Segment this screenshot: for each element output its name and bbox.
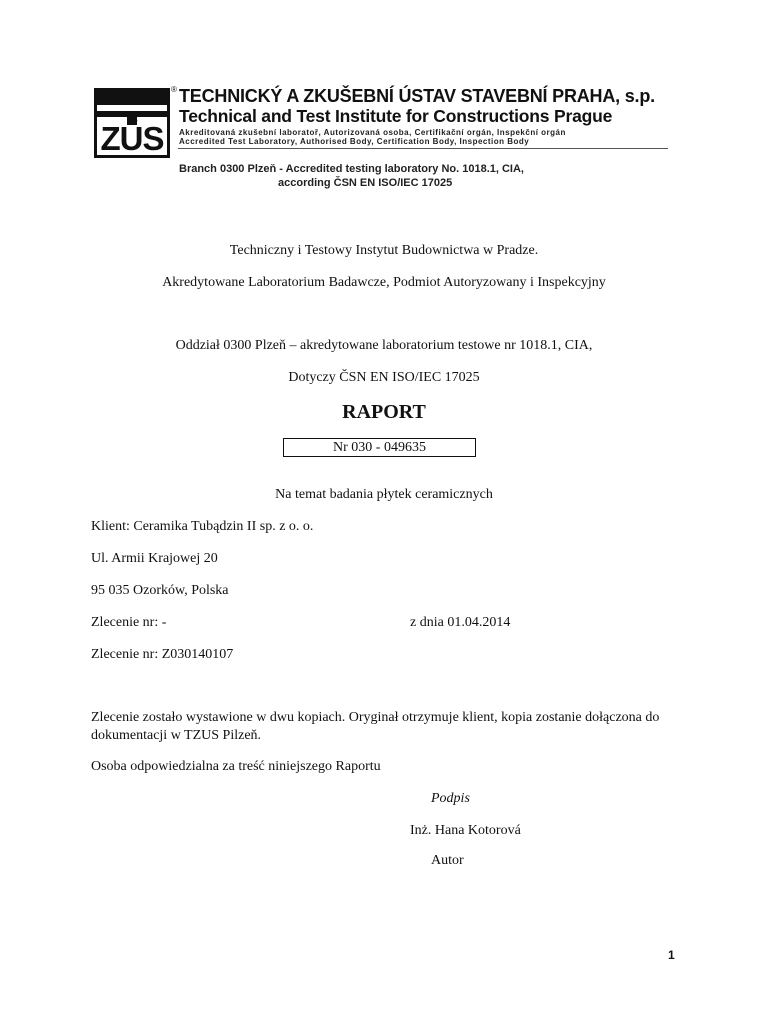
client-name: Klient: Ceramika Tubądzin II sp. z o. o. (91, 519, 314, 534)
registered-mark: ® (171, 85, 177, 94)
branch-line: Branch 0300 Plzeň - Accredited testing laboratory No. 1018.1, CIA, (179, 163, 524, 175)
institute-pl: Techniczny i Testowy Instytut Budownictwa w Pradze. (229, 243, 539, 258)
institute-name-cz: TECHNICKÝ A ZKUŠEBNÍ ÚSTAV STAVEBNÍ PRAHA, s.p. (179, 86, 655, 106)
signer-role: Autor (431, 853, 464, 868)
branch-pl: Oddział 0300 Plzeň – akredytowane laboratorium testowe nr 1018.1, CIA, (175, 338, 593, 353)
according-line: according ČSN EN ISO/IEC 17025 (278, 177, 453, 189)
letterhead-divider (178, 148, 668, 149)
responsible-person: Osoba odpowiedzialna za treść niniejszego Raportu (91, 759, 381, 774)
order-date: z dnia 01.04.2014 (410, 615, 511, 630)
tzus-logo (94, 88, 170, 158)
report-subject: Na temat badania płytek ceramicznych (275, 487, 493, 502)
report-number-box: Nr 030 - 049635 (283, 438, 476, 457)
signature-label: Podpis (431, 791, 470, 806)
logo-text: ZÚS (100, 120, 164, 157)
client-street: Ul. Armii Krajowej 20 (91, 551, 218, 566)
copies-note: Zlecenie zostało wystawione w dwu kopiach. Oryginał otrzymuje klient, kopia zostanie dołączona do dokumentacji w TZUS Pilzeň. (91, 710, 660, 743)
page-number: 1 (668, 948, 675, 962)
accreditation-en: Accredited Test Laboratory, Authorised Body, Certification Body, Inspection Body (179, 137, 530, 146)
order-number: Zlecenie nr: Z030140107 (91, 647, 234, 662)
client-city: 95 035 Ozorków, Polska (91, 583, 229, 598)
signer-name: Inż. Hana Kotorová (410, 823, 521, 838)
logo-top-bar (97, 91, 167, 105)
standard-pl: Dotyczy ČSN EN ISO/IEC 17025 (288, 370, 480, 385)
accreditation-cz: Akreditovaná zkušební laboratoř, Autorizovaná osoba, Certifikační orgán, Inspekční orgán (179, 128, 566, 137)
institute-name-en: Technical and Test Institute for Constructions Prague (179, 106, 613, 126)
report-title: RAPORT (342, 401, 426, 423)
order-label: Zlecenie nr: - (91, 615, 167, 630)
accredited-pl: Akredytowane Laboratorium Badawcze, Podmiot Autoryzowany i Inspekcyjny (162, 275, 606, 290)
